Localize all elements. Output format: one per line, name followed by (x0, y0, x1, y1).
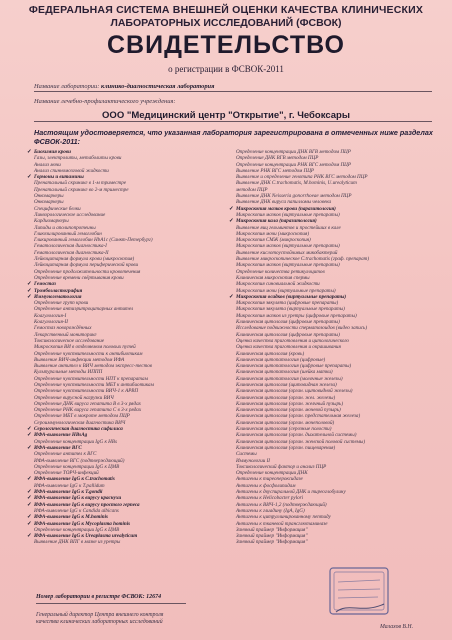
right-section-item-label: Клиническая цитология (орган. дыхательной системы) (236, 432, 357, 439)
left-section-item-label: Ликворологическое исследование (34, 211, 106, 218)
left-section-item-label: Тромбоэластография (34, 287, 83, 294)
right-section-item-label: Определение концентрации ДНК ВГВ методом ПЦР (236, 149, 351, 155)
right-section-item-label: Клиническая цитопатология (молочные железы) (236, 375, 343, 382)
right-section-item-label: Антигены к Helicobacter pylori (236, 495, 304, 502)
right-section-item-label: Микроскопия эякулята (виртуальные препараты) (236, 306, 345, 313)
right-section-item-label: Клиническая цитология (орган. мочевой пузырь) (236, 407, 341, 414)
checkmark-icon: ✓ (27, 533, 32, 540)
right-section-item-label: Выявление ДНК Neisseria gonorrhoeae методом ПЦР (236, 193, 352, 200)
right-section-item-label: Антигены к двуспиральной ДНК и тиреоглобулину (236, 489, 346, 496)
registry-number (36, 594, 161, 600)
left-section-item-label: Определение чувствительности к антибиотикам (34, 350, 143, 357)
right-section-item-label: Определение концентрации ДНК (236, 470, 308, 477)
registry-underline (36, 603, 186, 604)
director-name: Малахов В.Н. (380, 624, 414, 630)
right-section-item-label: Выявление ДНК вируса папилломы человека (236, 199, 332, 206)
org-name-label: Название лечебно-профилактического учреждения: (34, 98, 176, 105)
right-section-item-label: Антигены к ВИЧ-1,2 (подтверждающий) (236, 501, 327, 508)
right-section-item-label: Микроскопия мазков из уретры (цифровые препараты) (236, 312, 357, 319)
left-section-item-label: ИФА-выявление ВГС (34, 444, 82, 451)
left-section-item-label: ИФА-выявление IgG к T.gondii (34, 489, 103, 496)
checkmark-icon: ✓ (229, 205, 234, 212)
right-section-item-label: Клиническая цитология (орган. мочеполовой) (236, 419, 335, 426)
left-section-item-label: Определение вирусной нагрузки ВИЧ (34, 394, 114, 401)
left-section-item-label: Определение РНК вируса гепатита С в 3-х рядах (34, 407, 142, 414)
checkmark-icon: ✓ (27, 514, 32, 521)
left-section-item-label: Определение концентрации IgG к HBs (34, 438, 117, 445)
right-section-item-label: Определение ДНК ВГВ методом ПЦР (236, 155, 319, 162)
left-section-item-label: ИФА-выявление HBsAg (34, 432, 88, 439)
left-section-item-label: ИФА-выявление IgG к Ureaplasma urealyticum (34, 533, 138, 540)
left-section-item-label: ИФА-выявление IgG к C.trachomatis (34, 476, 115, 483)
right-section-item-label: Микроскопия мазков (виртуальные препараты) (236, 211, 340, 218)
org-header-line-2: ЛАБОРАТОРНЫХ ИССЛЕДОВАНИЙ (ФСВОК) (110, 17, 342, 29)
right-section-item-label: Клиническая цитология (орган. предстательная железа) (236, 413, 361, 420)
intro-statement: Настоящим удостоверяется, что указанная лаборатория зарегистрирована в отмеченных ниже разделах ФСВОК-2011: (34, 128, 433, 146)
right-section-item-label: Клиническая цитология (цифровые препараты) (236, 319, 340, 326)
left-section-item-label: ИФА-выявление IgG к M.hominis (34, 514, 109, 521)
right-section-item-label: Иммунологии II (236, 457, 270, 464)
right-section-item-label: Исследование подвижности сперматозоидов (видео запись) (236, 325, 368, 332)
left-section-item-label: Токсикологическое исследование (34, 337, 105, 344)
left-sections-column (27, 149, 234, 546)
left-section-item-label: Гемостаз (34, 281, 56, 288)
org-name-underline (34, 121, 432, 122)
right-section-item-label: Микроскопия мочи (виртуальные препараты) (236, 287, 336, 294)
checkmark-icon: ✓ (27, 444, 32, 451)
left-section-item-label: Лейкоцитарная формула крови (микроскопия) (34, 256, 135, 263)
left-section-item-label: Культуральные методы ИППП (34, 369, 103, 376)
director-title (36, 612, 163, 626)
right-section-item-label: Клиническая микроскопия спермы (236, 274, 310, 281)
left-section-item-label: Определение концентрации IgG к ЦМВ (34, 463, 120, 470)
right-section-item-label: Микроскопия мочи (микроскопия) (236, 230, 310, 237)
lab-name-underline (34, 91, 432, 92)
right-section-item-label: Выявление и определение генотипа РНК ВГС методом ПЦР (236, 174, 368, 181)
right-section-item-label: Микроскопия мазков (виртуальные препараты) (236, 262, 340, 269)
right-section-item-label: Выявление яиц гельминтов и простейших в кале (236, 224, 341, 231)
right-section-item-label: Клиническая цитология (орган. жел. железы) (236, 394, 336, 401)
right-section-item-label: Микроскопия синовиальной жидкости (236, 281, 320, 288)
right-section-item-label: Антигены к фосфолипидам (236, 482, 296, 489)
checkmark-icon: ✓ (27, 520, 32, 527)
left-section-item-label: Определение ДНК вируса гепатита В в 3-х рядах (34, 400, 141, 407)
checkmark-icon: ✓ (27, 287, 32, 294)
right-section-item-label: Клиническая цитология (орган. щитовидной железы) (236, 388, 353, 395)
right-section-item-label: Клиническая цитология (серозные полости) (236, 426, 332, 433)
right-section-item-label: Занчный праймер "Информация" (236, 533, 308, 540)
left-section-item-label: Лейкоцитарная формула периферической крови (34, 262, 139, 269)
left-section-item-label: Онкомаркеры (34, 199, 64, 206)
checkmark-icon: ✓ (229, 293, 234, 300)
right-section-item-label: Антигены к тканевой трансглютаминазе (236, 520, 328, 527)
checkmark-icon: ✓ (27, 501, 32, 508)
right-section-item-label: Клиническая цитология (орган. женской половой системы) (236, 438, 366, 445)
right-section-item-label: методом ПЦР (236, 186, 268, 193)
left-section-item-label: Серологическая диагностика сифилиса (34, 426, 123, 433)
checkmark-icon: ✓ (27, 149, 32, 155)
left-section-item-label: Кардиомаркеры (34, 218, 69, 225)
left-section-item-label: Лекарственный мониторинг (34, 331, 97, 338)
left-section-item-label: Анализ спинномозговой жидкости (34, 167, 109, 174)
right-section-item-label: Клиническая цитология (цифровые препараты) (236, 331, 340, 338)
registry-number-value: 12674 (146, 594, 162, 600)
right-section-item-label: Клиническая цитология (кровь) (236, 350, 305, 357)
left-section-item-label: Выявление антител к ВИЧ методом экспресс-тестов (34, 363, 153, 370)
checkmark-icon: ✓ (27, 293, 32, 300)
left-section-item-label: Гормоны и витамины (34, 174, 84, 181)
director-title-line-1: Генеральный директор Центра внешнего контроля (36, 612, 164, 618)
right-section-item-label: Определение концентрации РНК ВГС методом ПЦР (236, 161, 351, 168)
registry-number-label: Номер лаборатории в регистре ФСВОК: (36, 594, 145, 600)
right-section-item-label: Занчный праймер "Информация" (236, 526, 308, 533)
left-section-item-label: Гликированный гемоглобин HbA1c (Санкт-Петербург) (34, 237, 153, 244)
right-section-item-label: Клиническая цитология (орган. пищеварения) (236, 444, 336, 451)
right-section-item-label: Антигены к цитруллинированному пептиду (236, 514, 331, 521)
lab-name-field (34, 83, 214, 90)
left-section-item-label: Определение чувствительности НПТ к препаратам (34, 375, 148, 382)
left-section-item-label: Специфические белки (34, 205, 81, 212)
left-section-item-label: Определение концентрации IgG к ЦМВ (34, 526, 120, 533)
checkmark-icon: ✓ (27, 489, 32, 496)
left-section-item-label: Определение групп крови (34, 300, 89, 307)
org-header-line-1: ФЕДЕРАЛЬНАЯ СИСТЕМА ВНЕШНЕЙ ОЦЕНКИ КАЧЕСТВА КЛИНИЧЕСКИХ (28, 4, 424, 16)
right-section-item-label: Выявление РНК ВГС методом ПЦР (236, 167, 315, 174)
right-section-item-label: Оценка качества приготовления и окрашивания (236, 344, 341, 351)
left-section-item-label: ИФА-выявление IgG к Т.pallidum (34, 482, 105, 489)
left-section-item-label: Выявление ДНК ВПГ в мазке из уретры (34, 539, 121, 546)
left-section-item-label: ИФА-выявление ВГС (подтверждающий) (34, 457, 125, 464)
checkmark-icon: ✓ (27, 495, 32, 502)
lab-name-label: Название лаборатории: (34, 83, 100, 90)
left-section-item-label: Анализ мочи (34, 161, 61, 168)
left-section-item-label: Сероиммунологическая диагностика ВИЧ (34, 419, 126, 426)
left-section-item-label: Гематологическая диагностика-I (34, 243, 107, 250)
left-section-item-label: Определение антител к ВГС (34, 451, 97, 458)
checkmark-icon: ✓ (229, 218, 234, 225)
right-section-item-label: Выявление микроскопическое С.trachomatis (граф. препарат) (236, 256, 370, 263)
left-section-item-label: Определение антиэритроцитарных антител (34, 306, 134, 313)
right-section-item-label: Определение количества ретикулоцитов (236, 268, 325, 275)
left-section-item-label: Гемостаз новорождённых (34, 325, 92, 332)
director-title-line-2: качества клинических лабораторных исследований (36, 619, 163, 625)
left-section-item-label: Пренатальный скрининг в 1-м триместре (34, 180, 126, 187)
left-section-item-label: Липиды и аполипопротеины (34, 224, 96, 231)
left-section-item-label: Выявление ВИЧ-инфекции методом ИФА (34, 356, 125, 363)
right-section-item-label: Клиническая цитопатология (цифровые препараты) (236, 363, 352, 370)
left-section-item-label: Коагулология-II (34, 319, 68, 326)
right-section-item-label: Клиническая цитология (щитовидная железа) (236, 381, 337, 388)
right-section-item-label: Микроскопия мазков крови (паразитология) (236, 205, 336, 212)
right-section-item-label: Системы (236, 451, 257, 458)
left-section-item (34, 539, 234, 545)
official-stamp (328, 562, 390, 620)
right-sections-column (229, 149, 432, 546)
right-section-item-label: Клиническая цитология (орган. желчный пузырь) (236, 400, 344, 407)
org-name-value: ООО "Медицинский центр "Открытие", г. Чебоксары (102, 110, 350, 121)
left-section-item-label: Микроскопия ВИ в отделяемом половых путей (34, 344, 136, 351)
checkmark-icon: ✓ (27, 174, 32, 181)
right-section-item-label: Микроскопия СМЖ (микроскопия) (236, 237, 311, 244)
right-section-item-label: Выявление кислотоустойчивых микобактерий (236, 249, 338, 256)
left-section-item-label: ИФА-выявление IgG к вирусу простого герпеса (34, 501, 140, 508)
checkmark-icon: ✓ (27, 426, 32, 433)
left-section-item-label: Биохимия крови (34, 149, 71, 155)
left-section-item-label: Определение МБТ в мокроте методом ПЦР (34, 413, 130, 420)
left-section-item-label: Определение чувствительности МБТ к антибиотикам (34, 381, 154, 388)
right-section-item-label: Токсикологический фактор и анализ ПЦР (236, 463, 327, 470)
left-section-item-label: Коагулология-I (34, 312, 67, 319)
checkmark-icon: ✓ (27, 281, 32, 288)
left-section-item-label: Определение ТОРЧ-инфекций (34, 470, 99, 477)
left-section-item-label: Гематологическая диагностика-II (34, 249, 109, 256)
certificate-title: СВИДЕТЕЛЬСТВО (107, 31, 345, 59)
right-section-item-label: Антигены к тиреопероксидазе (236, 476, 303, 483)
right-section-item-label: Микроскопия эякулята (цифровые препараты) (236, 300, 339, 307)
right-section-item-label: Занчный праймер "Информация" (236, 539, 308, 546)
left-section-item-label: Определение времени свёртывания крови (34, 274, 124, 281)
left-section-item-label: ИФА-выявление IgG к вирусу краснухи (34, 495, 122, 502)
left-section-item-label: Определение чувствительности ВИЧ-1 к АРВП (34, 388, 139, 395)
certificate-subtitle: о регистрации в ФСВОК-2011 (168, 64, 284, 74)
right-section-item-label: Микроскопия мазков (виртуальные препараты) (236, 243, 340, 250)
checkmark-icon: ✓ (27, 432, 32, 439)
left-section-item-label: ИФА-выявление IgG к Candida albicans (34, 507, 119, 514)
left-section-item-label: Иммуногематология (34, 293, 82, 300)
right-section-item-label: Микроскопия осадков (виртуальные препараты) (236, 293, 347, 300)
left-section-item-label: ИФА-выявление IgG к Mycoplasma hominis (34, 520, 131, 527)
right-section-item-label: Клиническая цитопатология (шейка матки) (236, 369, 333, 376)
right-section-item-label: Оценка качества приготовления и цитологического (236, 337, 349, 344)
left-section-item-label: Онкомаркеры (34, 193, 64, 200)
checkmark-icon: ✓ (27, 476, 32, 483)
right-section-item-label: Выявление ДНК C.trachomatis, M.hominis, U.urealyticum (236, 180, 357, 187)
right-section-item-label: Антигены к глиадину (IgA, IgG) (236, 507, 305, 514)
left-section-item-label: Гликозилированный гемоглобин (34, 230, 102, 237)
left-section-item-label: Газы, электролиты, метаболиты крови (34, 155, 122, 162)
lab-name-value: клинико-диагностическая лаборатория (100, 83, 215, 90)
right-section-item (236, 539, 432, 545)
left-section-item-label: Определение продолжительности кровотечения (34, 268, 141, 275)
left-section-item-label: Пренатальный скрининг во 2-м триместре (34, 186, 129, 193)
right-section-item-label: Микроскопия кала (паразитология) (236, 218, 317, 225)
right-section-item-label: Клиническая цитопатология (цифровые) (236, 356, 326, 363)
